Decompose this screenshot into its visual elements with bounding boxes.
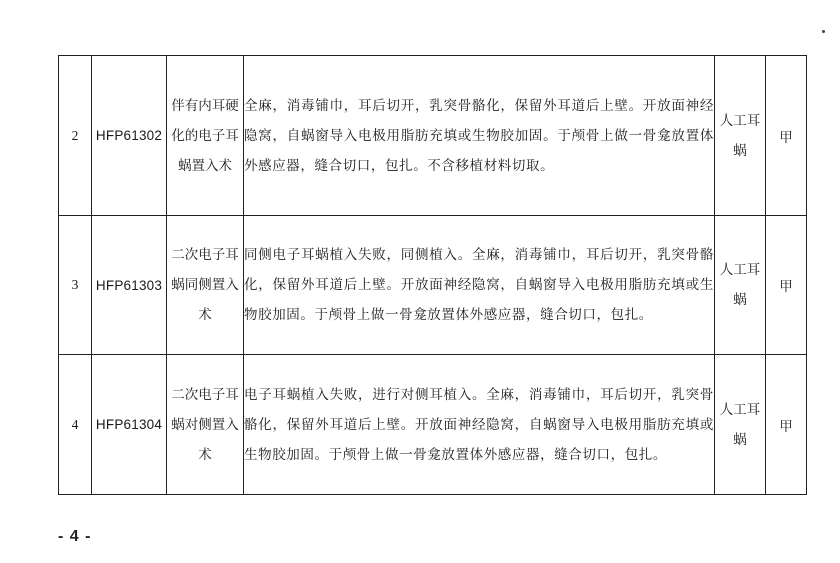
project-code: HFP61304 [92, 355, 167, 495]
medical-service-pricing-table [58, 55, 807, 495]
payment-class: 甲 [766, 355, 807, 495]
project-name: 伴有内耳硬化的电子耳蜗置入术 [167, 56, 244, 216]
table-row [59, 56, 807, 216]
row-number: 4 [59, 355, 92, 495]
payment-class: 甲 [766, 216, 807, 355]
row-number: 2 [59, 56, 92, 216]
project-name: 二次电子耳蜗对侧置入术 [167, 355, 244, 495]
project-description: 同侧电子耳蜗植入失败，同侧植入。全麻，消毒铺巾，耳后切开，乳突骨骼化，保留外耳道后上壁。开放面神经隐窝，自蜗窗导入电极用脂肪充填或生物胶加固。于颅骨上做一骨龛放置体外感应器，缝合切口，包扎。 [244, 216, 715, 355]
project-description: 全麻，消毒铺巾，耳后切开，乳突骨骼化，保留外耳道后上壁。开放面神经隐窝，自蜗窗导入电极用脂肪充填或生物胶加固。于颅骨上做一骨龛放置体外感应器，缝合切口，包扎。不含移植材料切取。 [244, 56, 715, 216]
table-row [59, 216, 807, 355]
scan-speck [822, 30, 825, 33]
table-row [59, 355, 807, 495]
project-description: 电子耳蜗植入失败，进行对侧耳植入。全麻，消毒铺巾，耳后切开，乳突骨骼化，保留外耳道后上壁。开放面神经隐窝，自蜗窗导入电极用脂肪充填或生物胶加固。于颅骨上做一骨龛放置体外感应器，缝合切口，包扎。 [244, 355, 715, 495]
pricing-unit: 人工耳蜗 [715, 56, 766, 216]
project-code: HFP61303 [92, 216, 167, 355]
project-code: HFP61302 [92, 56, 167, 216]
pricing-unit: 人工耳蜗 [715, 355, 766, 495]
project-name: 二次电子耳蜗同侧置入术 [167, 216, 244, 355]
payment-class: 甲 [766, 56, 807, 216]
pricing-unit: 人工耳蜗 [715, 216, 766, 355]
page-number: - 4 - [58, 528, 92, 545]
row-number: 3 [59, 216, 92, 355]
